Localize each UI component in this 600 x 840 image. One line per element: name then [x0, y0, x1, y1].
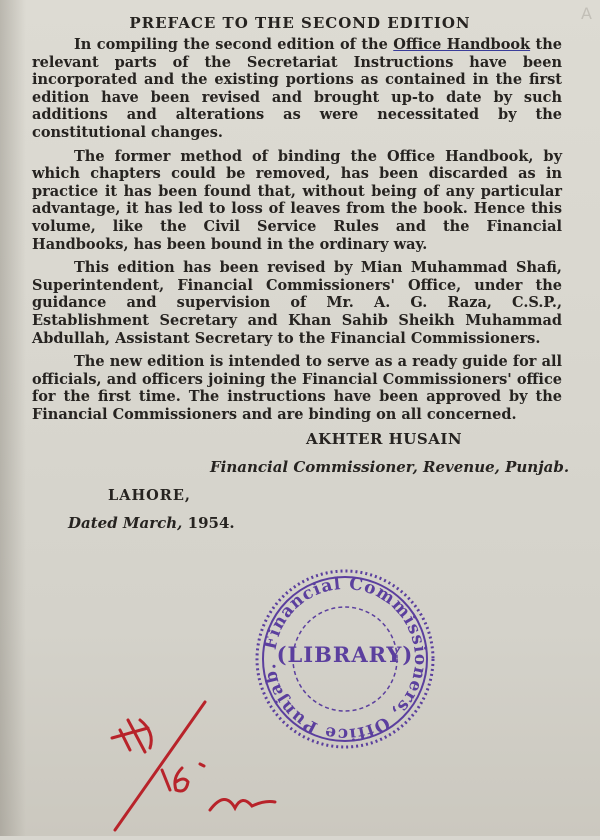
paragraph-1-rest: the relevant parts of the Secretariat Instructions have been incorporated and the existing portions as contained in the first edition have been revised and brought up-to date by such additions and alterations as were necessitated by the constitutional changes.: [32, 36, 562, 141]
corner-mark: A: [581, 4, 592, 23]
paragraph-1-start: In compiling the second edition of the: [74, 36, 394, 53]
paragraph-4: The new edition is intended to serve as a ready guide for all officials, and officers joining the Financial Commissioners' office for the first time. The instructions have been approved by the Financial Commissioners and are binding on all concerned.: [32, 353, 562, 423]
paragraph-3: This edition has been revised by Mian Muhammad Shafi, Superintendent, Financial Commissioners' Office, under the guidance and supervision of Mr. A. G. Raza, C.S.P., Establishment Secretary and Khan Sahib Sheikh Muhammad Abdullah, Assistant Secretary to the Financial Commissioners.: [32, 259, 562, 347]
place: LAHORE,: [108, 487, 191, 504]
paragraph-1: [32, 36, 562, 142]
stamp-outer-text: Financial Commissioners, Office Punjab.: [260, 573, 431, 745]
preface-body: [32, 36, 562, 429]
page-edge-shadow: [0, 0, 26, 836]
paragraph-2: The former method of binding the Office Handbook, by which chapters could be removed, has been discarded as in practice it has been found that, without being of any particular advantage, it has led to loss of leaves from the book. Hence this volume, like the Civil Service Rules and the Financial Handbooks, has been bound in the ordinary way.: [32, 147, 562, 253]
date-line: [68, 514, 235, 532]
handwritten-note: [100, 690, 340, 836]
signatory-title: Financial Commissioner, Revenue, Punjab.: [210, 458, 570, 476]
stamp-library-text: (LIBRARY): [276, 642, 414, 667]
date-year: 1954.: [182, 514, 235, 532]
handwritten-note-drawing: [100, 690, 340, 836]
date-label: Dated March,: [68, 514, 183, 532]
preface-title: PREFACE TO THE SECOND EDITION: [129, 14, 471, 32]
office-handbook-underlined: Office Handbook: [393, 36, 531, 53]
signatory-name: AKHTER HUSAIN: [306, 430, 463, 448]
